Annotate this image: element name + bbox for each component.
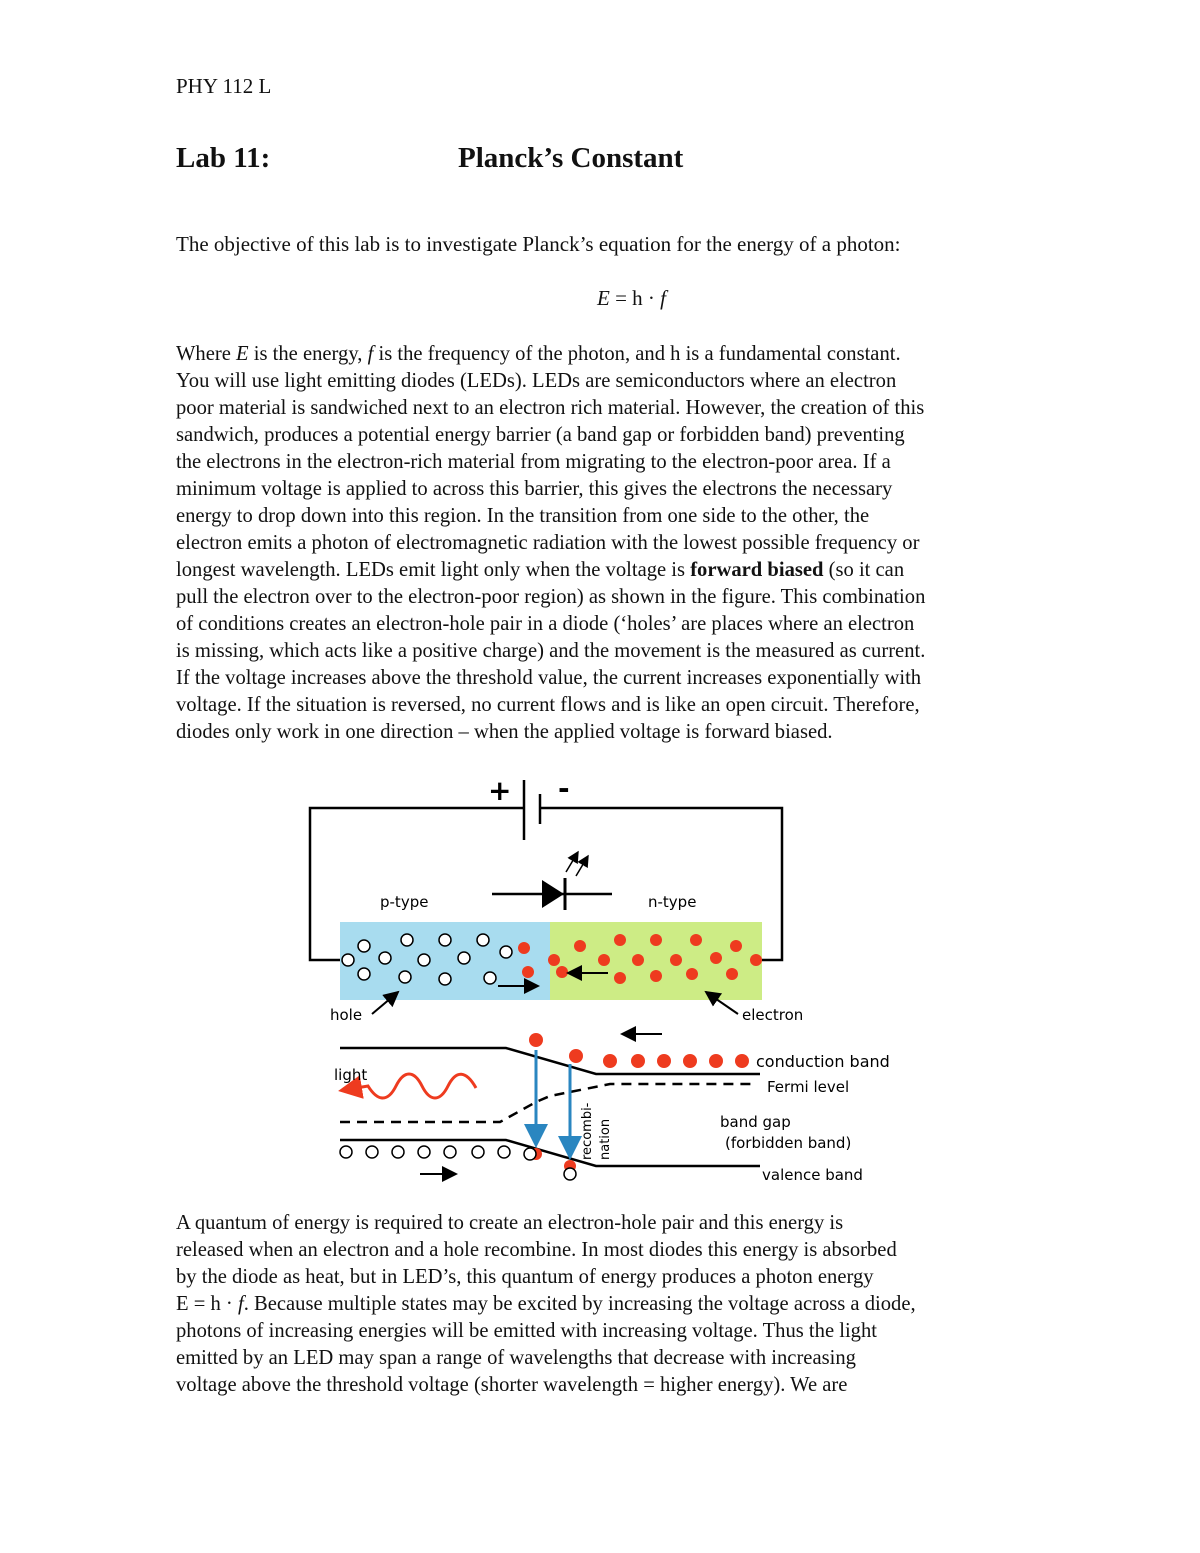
- para2-line: released when an electron and a hole recombine. In most diodes this energy is absorbed: [176, 1239, 897, 1261]
- electron-label: electron: [742, 1006, 804, 1024]
- para1-line: longest wavelength. LEDs emit light only when the voltage is forward biased (so it can: [176, 559, 905, 581]
- para2-line: voltage above the threshold voltage (shorter wavelength = higher energy). We are: [176, 1374, 848, 1396]
- para1-line: You will use light emitting diodes (LEDs). LEDs are semiconductors where an electron: [176, 370, 897, 392]
- para1-line: is missing, which acts like a positive charge) and the movement is the measured as current.: [176, 640, 926, 662]
- intro-paragraph: [176, 341, 1056, 746]
- battery-icon: [524, 780, 540, 840]
- recombination-label: recombi-: [580, 1102, 595, 1160]
- para1-line: voltage. If the situation is reversed, no current flows and is like an open circuit. Therefore,: [176, 694, 920, 716]
- para1-line: pull the electron over to the electron-poor region) as shown in the figure. This combination: [176, 586, 926, 608]
- para1-line: sandwich, produces a potential energy barrier (a band gap or forbidden band) preventing: [176, 424, 905, 446]
- course-header: PHY 112 L: [176, 74, 272, 98]
- para1-line: of conditions creates an electron-hole pair in a diode (‘holes’ are places where an electron: [176, 613, 915, 635]
- band-electrons: [529, 1033, 749, 1172]
- led-band-diagram: [300, 770, 920, 1190]
- photon-paragraph: [176, 1210, 1056, 1399]
- battery-minus-label: -: [558, 772, 570, 805]
- battery-plus-label: +: [488, 774, 512, 807]
- para2-line: A quantum of energy is required to create an electron-hole pair and this energy is: [176, 1212, 844, 1234]
- fermi-level-line: [340, 1084, 755, 1122]
- para1-line: minimum voltage is applied to across this barrier, this gives the electrons the necessary: [176, 478, 893, 500]
- para1-line: diodes only work in one direction – when the applied voltage is forward biased.: [176, 721, 833, 743]
- n-type-label: n-type: [648, 893, 697, 911]
- para2-line: E = h · f. Because multiple states may be excited by increasing the voltage across a diode,: [176, 1293, 916, 1315]
- para2-line: emitted by an LED may span a range of wavelengths that decrease with increasing: [176, 1347, 856, 1369]
- para2-line: by the diode as heat, but in LED’s, this quantum of energy produces a photon energy: [176, 1266, 874, 1288]
- light-label: light: [334, 1066, 368, 1084]
- n-type-region: [550, 922, 762, 1000]
- para1-line: the electrons in the electron-rich material from migrating to the electron-poor area. If a: [176, 451, 891, 473]
- p-type-label: p-type: [380, 893, 429, 911]
- valence-band-label: valence band: [762, 1166, 863, 1184]
- fermi-level-label: Fermi level: [767, 1078, 850, 1096]
- planck-equation: E = h · f: [597, 286, 667, 310]
- forward-biased-term: forward biased: [690, 559, 824, 581]
- band-gap-label: band gap: [720, 1113, 791, 1131]
- recombination-label: nation: [598, 1118, 613, 1160]
- para1-line: If the voltage increases above the threshold value, the current increases exponentially with: [176, 667, 922, 689]
- para1-line: electron emits a photon of electromagnetic radiation with the lowest possible frequency or: [176, 532, 920, 554]
- para1-line: energy to drop down into this region. In the transition from one side to the other, the: [176, 505, 870, 527]
- diode-icon: [492, 852, 612, 910]
- para2-line: photons of increasing energies will be emitted with increasing voltage. Thus the light: [176, 1320, 877, 1342]
- lab-title: Planck’s Constant: [458, 142, 684, 174]
- para1-line: poor material is sandwiched next to an electron rich material. However, the creation of this: [176, 397, 925, 419]
- para1-line: Where E is the energy, f is the frequency of the photon, and h is a fundamental constant.: [176, 343, 901, 365]
- conduction-band-label: conduction band: [756, 1052, 890, 1071]
- forbidden-band-label: (forbidden band): [725, 1134, 852, 1152]
- objective-text: The objective of this lab is to investigate Planck’s equation for the energy of a photon:: [176, 232, 901, 256]
- hole-label: hole: [330, 1006, 363, 1024]
- lab-number: Lab 11:: [176, 142, 271, 174]
